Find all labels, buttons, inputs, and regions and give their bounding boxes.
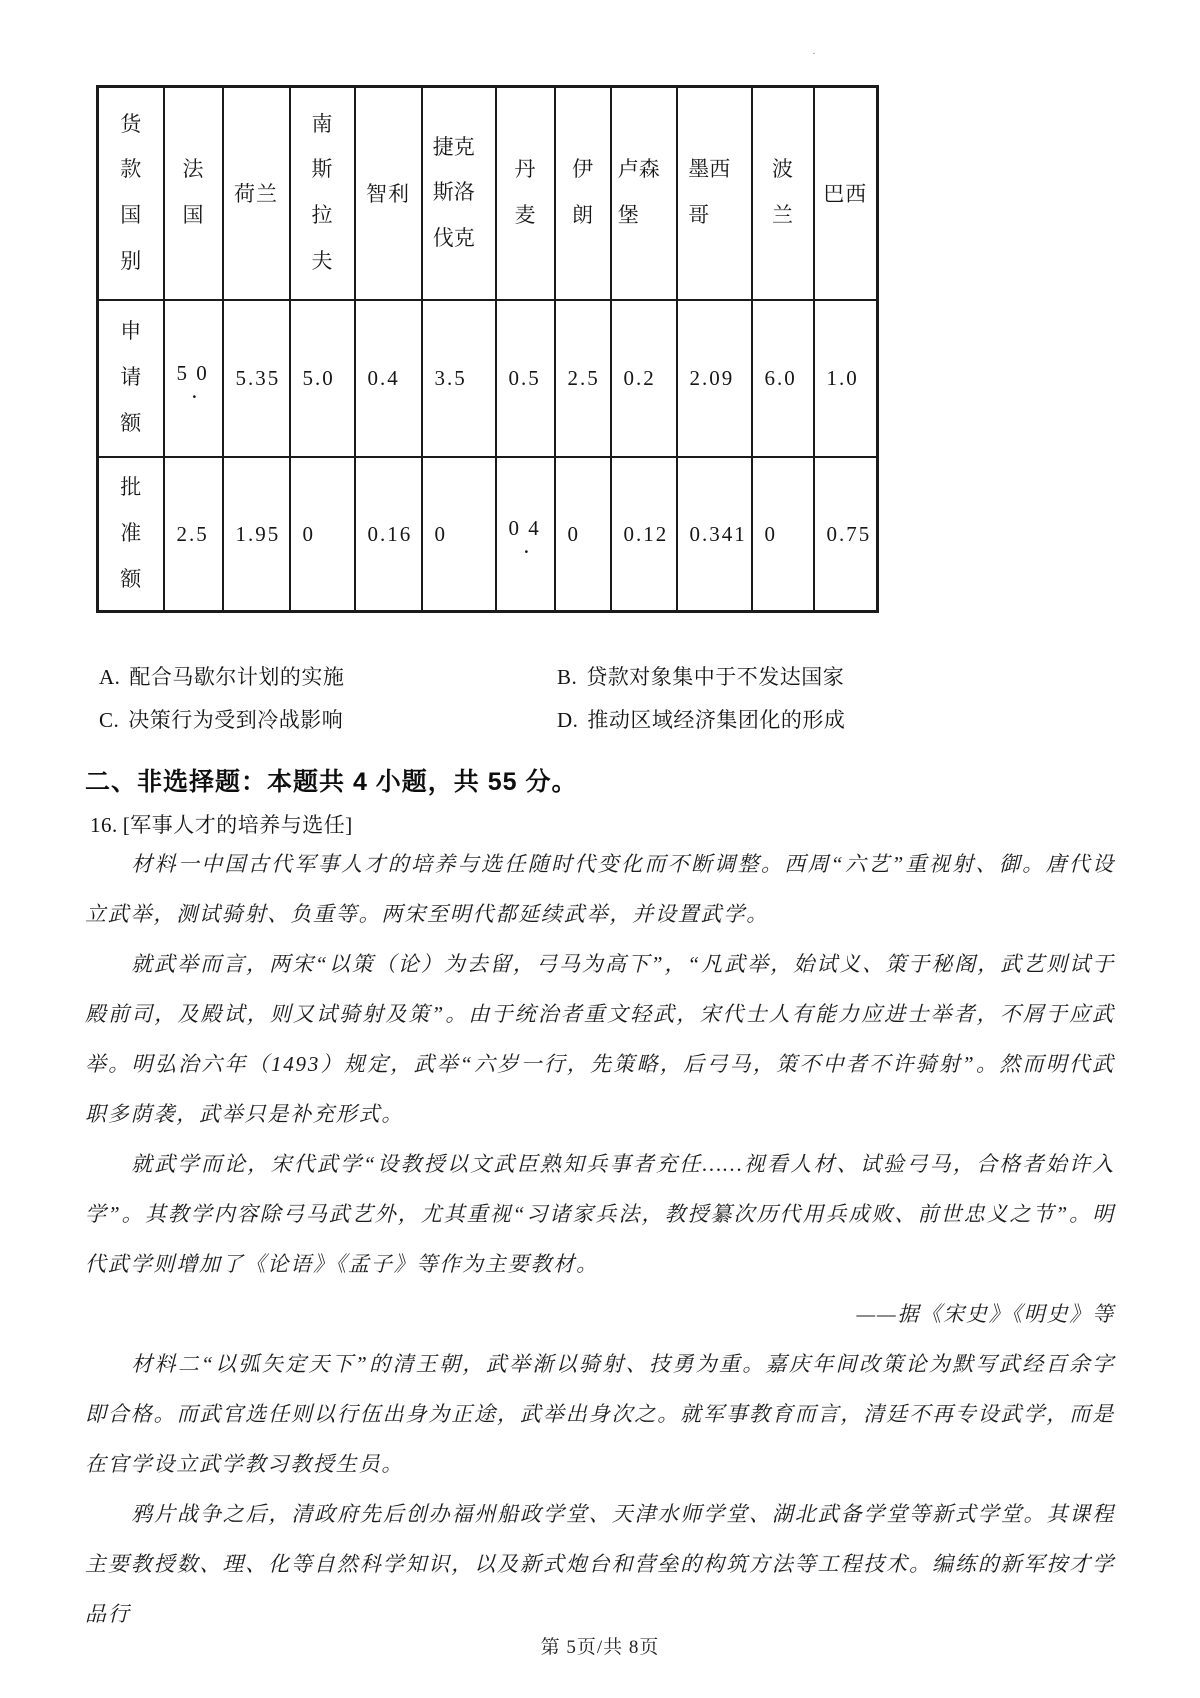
country-header: 卢森堡 [611,87,677,300]
table-cell: 1.95 [223,457,290,612]
option-d: D. 推动区域经济集团化的形成 [557,708,846,732]
approve-amount-row [98,457,878,612]
table-cell: 2.5 [164,457,223,612]
table-cell: 0 [555,457,611,612]
table-cell: 0 [752,457,814,612]
country-header: 伊朗 [555,87,611,300]
material-paragraph-3: 就武学而论，宋代武学“设教授以文武臣熟知兵事者充任……视看人材、试验弓马，合格者始许入学”。其教学内容除弓马武艺外，尤其重视“习诸家兵法，教授纂次历代用兵成败、前世忠义之节”。明代武学则增加了《论语》《孟子》等作为主要教材。 [85,1152,1115,1276]
country-header: 南斯拉夫 [290,87,355,300]
material-paragraph-2: 就武举而言，两宋“以策（论）为去留，弓马为高下”，“凡武举，始试义、策于秘阁，武艺则试于殿前司，及殿试，则又试骑射及策”。由于统治者重文轻武，宋代士人有能力应进士举者，不屑于应武举。明弘治六年（1493）规定，武举“六岁一行，先策略，后弓马，策不中者不许骑射”。然而明代武职多荫袭，武举只是补充形式。 [85,952,1115,1126]
table-cell: 0.2 [611,300,677,457]
option-b: B. 贷款对象集中于不发达国家 [557,665,845,689]
table-cell: 0.16 [355,457,422,612]
table-cell: 5 0 . [164,300,223,457]
stray-scan-dot: · [812,46,816,60]
row-label-cell: 批准额 [98,457,164,612]
table-cell: 0 4 . [496,457,555,612]
country-header: 法国 [164,87,223,300]
table-cell: 0 [290,457,355,612]
corner-header-cell: 货款国别 [98,87,164,300]
country-header: 丹麦 [496,87,555,300]
table-cell: 5.0 [290,300,355,457]
table-cell: 0.75 [814,457,878,612]
source-attribution: ——据《宋史》《明史》等 [856,1302,1115,1326]
table-cell: 0.341 [677,457,752,612]
section-heading: 二、非选择题：本题共 4 小题，共 55 分。 [85,768,578,796]
table-cell: 6.0 [752,300,814,457]
country-header: 智利 [355,87,422,300]
table-cell: 2.5 [555,300,611,457]
table-cell: 0.4 [355,300,422,457]
table-cell: 2.09 [677,300,752,457]
material-paragraph-4: 材料二“以弧矢定天下”的清王朝，武举渐以骑射、技勇为重。嘉庆年间改策论为默写武经百余字即合格。而武官选任则以行伍出身为正途，武举出身次之。就军事教育而言，清廷不再专设武学，而是在官学设立武学教习教授生员。 [85,1352,1115,1476]
country-header: 墨西哥 [677,87,752,300]
country-header: 波兰 [752,87,814,300]
option-a: A. 配合马歇尔计划的实施 [99,665,345,689]
option-c: C. 决策行为受到冷战影响 [99,708,344,732]
material-paragraph-1: 材料一中国古代军事人才的培养与选任随时代变化而不断调整。西周“六艺”重视射、御。唐代设立武举，测试骑射、负重等。两宋至明代都延续武举，并设置武学。 [85,852,1115,926]
apply-amount-row [98,300,878,457]
loan-table [96,85,879,613]
table-cell: 1.0 [814,300,878,457]
country-header: 巴西 [814,87,878,300]
material-paragraph-5: 鸦片战争之后，清政府先后创办福州船政学堂、天津水师学堂、湖北武备学堂等新式学堂。其课程主要教授数、理、化等自然科学知识，以及新式炮台和营垒的构筑方法等工程技术。编练的新军按才学品行 [85,1502,1115,1626]
table-cell: 0.12 [611,457,677,612]
row-label-cell: 申请额 [98,300,164,457]
answer-options [99,663,1115,734]
table-cell: 0 [422,457,496,612]
question-title: [军事人才的培养与选任] [122,813,353,837]
country-header: 捷克斯洛伐克 [422,87,496,300]
question-number: 16. [90,813,118,837]
table-cell: 0.5 [496,300,555,457]
country-header: 荷兰 [223,87,290,300]
material-text [85,839,1115,1639]
question-16-title-line [90,809,353,839]
table-cell: 3.5 [422,300,496,457]
page-footer: 第 5页/共 8页 [540,1637,660,1658]
table-cell: 5.35 [223,300,290,457]
table-header-row [98,87,878,300]
